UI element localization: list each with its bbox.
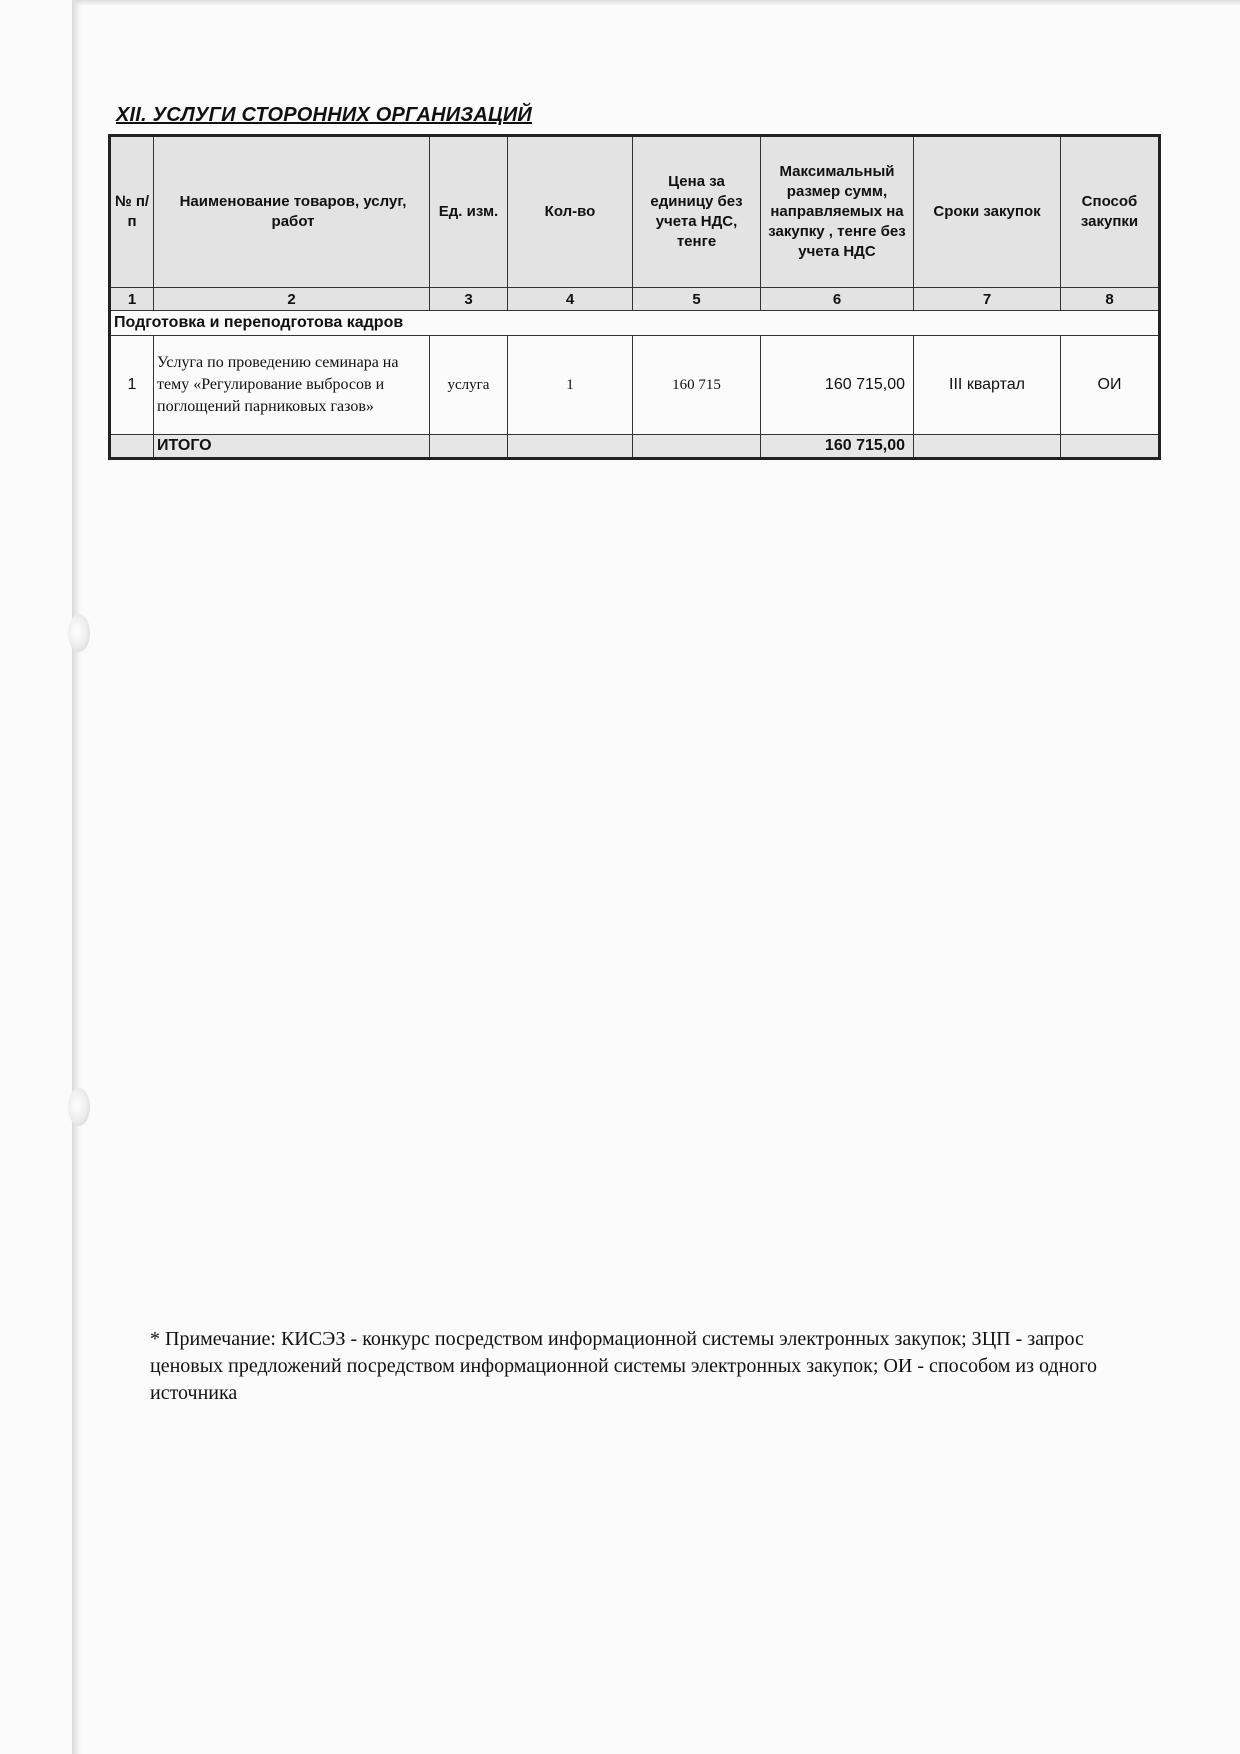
header-cell-price: Цена за единицу без учета НДС, тенге: [633, 136, 761, 288]
header-cell-term: Сроки закупок: [914, 136, 1061, 288]
header-cell-qty: Кол-во: [508, 136, 633, 288]
cell-no: 1: [110, 336, 154, 435]
total-empty-cell: [1061, 435, 1160, 459]
section-title: XII. УСЛУГИ СТОРОННИХ ОРГАНИЗАЦИЙ: [116, 104, 532, 126]
cell-unit: услуга: [430, 336, 508, 435]
total-empty-cell: [633, 435, 761, 459]
column-number-row: [110, 288, 1160, 311]
table-row: [110, 336, 1160, 435]
column-number: 1: [110, 288, 154, 311]
cell-method: ОИ: [1061, 336, 1160, 435]
total-empty-cell: [914, 435, 1061, 459]
column-number: 2: [154, 288, 430, 311]
header-cell-name: Наименование товаров, услуг, работ: [154, 136, 430, 288]
header-cell-max-sum: Максимальный размер сумм, направляемых на закупку , тенге без учета НДС: [761, 136, 914, 288]
header-cell-method: Способ закупки: [1061, 136, 1160, 288]
column-number: 8: [1061, 288, 1160, 311]
cell-qty: 1: [508, 336, 633, 435]
scan-edge-top: [72, 0, 1240, 6]
total-empty-cell: [110, 435, 154, 459]
cell-name: Услуга по проведению семинара на тему «Регулирование выбросов и поглощений парниковых газов»: [154, 336, 430, 435]
column-number: 5: [633, 288, 761, 311]
cell-price: 160 715: [633, 336, 761, 435]
column-number: 6: [761, 288, 914, 311]
footnote: * Примечание: КИСЭЗ - конкурс посредством информационной системы электронных закупок; ЗЦП - запрос ценовых предложений посредством информационной системы электронных закупок; ОИ - способом из одного источника: [150, 1328, 1098, 1404]
category-label: Подготовка и переподготова кадров: [110, 311, 1160, 336]
scan-edge: [72, 0, 82, 1754]
total-empty-cell: [508, 435, 633, 459]
punch-hole: [68, 614, 90, 652]
category-row: [110, 311, 1160, 336]
cell-term: III квартал: [914, 336, 1061, 435]
total-label: ИТОГО: [154, 435, 430, 459]
column-number: 4: [508, 288, 633, 311]
header-cell-no: № п/п: [110, 136, 154, 288]
total-sum: 160 715,00: [761, 435, 914, 459]
procurement-table: [108, 134, 1161, 460]
total-row: [110, 435, 1160, 459]
header-cell-unit: Ед. изм.: [430, 136, 508, 288]
column-number: 3: [430, 288, 508, 311]
column-number: 7: [914, 288, 1061, 311]
total-empty-cell: [430, 435, 508, 459]
punch-hole: [68, 1088, 90, 1126]
cell-sum: 160 715,00: [761, 336, 914, 435]
header-row: [110, 136, 1160, 288]
